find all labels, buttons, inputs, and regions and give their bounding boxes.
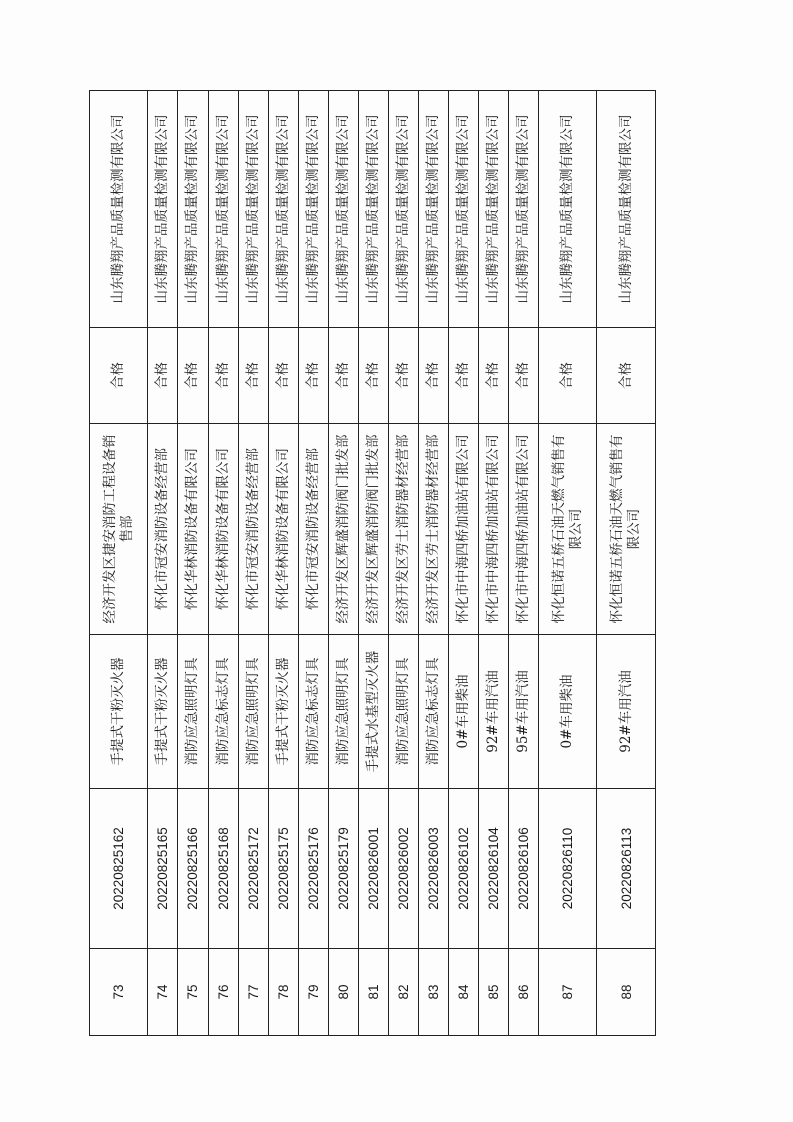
sampled-unit: 怀化市中海四桥加油站有限公司 [508, 424, 538, 635]
testing-lab: 山东腾翔产品质量检测有限公司 [90, 91, 148, 328]
row-number: 85 [478, 949, 508, 1036]
sampled-unit: 怀化恒诺五桥石油天燃气销售有限公司 [539, 424, 597, 635]
sampled-unit: 怀化市冠安消防设备经营部 [238, 424, 268, 635]
row-number: 74 [148, 949, 178, 1036]
table-row [268, 91, 298, 1036]
row-number: 75 [178, 949, 208, 1036]
product-name: 手提式水基型灭火器 [358, 635, 388, 789]
sample-id: 20220826003 [418, 789, 448, 949]
sample-id: 20220826002 [388, 789, 418, 949]
sampled-unit: 经济开发区辉盛消防阀门批发部 [328, 424, 358, 635]
product-name: 手提式干粉灭火器 [268, 635, 298, 789]
row-number: 87 [539, 949, 597, 1036]
table-row [448, 91, 478, 1036]
testing-lab: 山东腾翔产品质量检测有限公司 [148, 91, 178, 328]
inspection-result: 合格 [448, 328, 478, 424]
sample-id: 20220825166 [178, 789, 208, 949]
sampled-unit: 怀化华林消防设备有限公司 [208, 424, 238, 635]
table-row [208, 91, 238, 1036]
product-name: 92#车用汽油 [597, 635, 656, 789]
product-name: 消防应急照明灯具 [178, 635, 208, 789]
inspection-result: 合格 [148, 328, 178, 424]
inspection-result: 合格 [298, 328, 328, 424]
testing-lab: 山东腾翔产品质量检测有限公司 [268, 91, 298, 328]
row-number: 76 [208, 949, 238, 1036]
row-number: 86 [508, 949, 538, 1036]
inspection-result: 合格 [597, 328, 656, 424]
testing-lab: 山东腾翔产品质量检测有限公司 [418, 91, 448, 328]
row-number: 88 [597, 949, 656, 1036]
product-name: 消防应急照明灯具 [238, 635, 268, 789]
testing-lab: 山东腾翔产品质量检测有限公司 [478, 91, 508, 328]
testing-lab: 山东腾翔产品质量检测有限公司 [388, 91, 418, 328]
product-name: 消防应急照明灯具 [328, 635, 358, 789]
product-name: 手提式干粉灭火器 [90, 635, 148, 789]
sample-id: 20220826110 [539, 789, 597, 949]
inspection-result: 合格 [90, 328, 148, 424]
sampled-unit: 怀化市冠安消防设备经营部 [148, 424, 178, 635]
inspection-result: 合格 [268, 328, 298, 424]
testing-lab: 山东腾翔产品质量检测有限公司 [539, 91, 597, 328]
product-name: 消防应急标志灯具 [208, 635, 238, 789]
table-body [90, 91, 656, 1036]
testing-lab: 山东腾翔产品质量检测有限公司 [448, 91, 478, 328]
table-row [539, 91, 597, 1036]
testing-lab: 山东腾翔产品质量检测有限公司 [328, 91, 358, 328]
table-row [90, 91, 148, 1036]
inspection-result: 合格 [208, 328, 238, 424]
sampled-unit: 经济开发区捷安消防工程设备销售部 [90, 424, 148, 635]
sampled-unit: 怀化市中海四桥加油站有限公司 [448, 424, 478, 635]
row-number: 73 [90, 949, 148, 1036]
sample-id: 20220826104 [478, 789, 508, 949]
product-name: 消防应急标志灯具 [418, 635, 448, 789]
row-number: 82 [388, 949, 418, 1036]
sample-id: 20220825165 [148, 789, 178, 949]
inspection-result: 合格 [358, 328, 388, 424]
table-row [328, 91, 358, 1036]
testing-lab: 山东腾翔产品质量检测有限公司 [178, 91, 208, 328]
rotated-table-sheet [89, 91, 656, 1036]
row-number: 78 [268, 949, 298, 1036]
inspection-result: 合格 [388, 328, 418, 424]
sample-id: 20220826102 [448, 789, 478, 949]
sample-id: 20220826113 [597, 789, 656, 949]
product-name: 消防应急标志灯具 [298, 635, 328, 789]
inspection-result: 合格 [238, 328, 268, 424]
inspection-result: 合格 [508, 328, 538, 424]
table-row [478, 91, 508, 1036]
sample-id: 20220825172 [238, 789, 268, 949]
inspection-result: 合格 [478, 328, 508, 424]
inspection-result: 合格 [418, 328, 448, 424]
sample-id: 20220825175 [268, 789, 298, 949]
sample-id: 20220825162 [90, 789, 148, 949]
testing-lab: 山东腾翔产品质量检测有限公司 [358, 91, 388, 328]
row-number: 77 [238, 949, 268, 1036]
sampled-unit: 怀化市中海四桥加油站有限公司 [478, 424, 508, 635]
product-name: 92#车用汽油 [478, 635, 508, 789]
sampled-unit: 经济开发区辉盛消防阀门批发部 [358, 424, 388, 635]
sampled-unit: 怀化市冠安消防设备经营部 [298, 424, 328, 635]
sample-id: 20220825176 [298, 789, 328, 949]
product-name: 0#车用柴油 [539, 635, 597, 789]
sample-id: 20220826001 [358, 789, 388, 949]
sample-id: 20220826106 [508, 789, 538, 949]
sampled-unit: 经济开发区劳士消防器材经营部 [418, 424, 448, 635]
row-number: 80 [328, 949, 358, 1036]
table-row [238, 91, 268, 1036]
table-row [148, 91, 178, 1036]
sample-id: 20220825168 [208, 789, 238, 949]
row-number: 84 [448, 949, 478, 1036]
product-name: 95#车用汽油 [508, 635, 538, 789]
sample-id: 20220825179 [328, 789, 358, 949]
sampled-unit: 经济开发区劳士消防器材经营部 [388, 424, 418, 635]
sampled-unit: 怀化华林消防设备有限公司 [178, 424, 208, 635]
inspection-results-table [89, 90, 656, 1036]
testing-lab: 山东腾翔产品质量检测有限公司 [597, 91, 656, 328]
product-name: 0#车用柴油 [448, 635, 478, 789]
product-name: 消防应急照明灯具 [388, 635, 418, 789]
table-row [597, 91, 656, 1036]
table-row [388, 91, 418, 1036]
row-number: 81 [358, 949, 388, 1036]
testing-lab: 山东腾翔产品质量检测有限公司 [238, 91, 268, 328]
table-row [298, 91, 328, 1036]
inspection-result: 合格 [178, 328, 208, 424]
table-row [178, 91, 208, 1036]
product-name: 手提式干粉灭火器 [148, 635, 178, 789]
row-number: 79 [298, 949, 328, 1036]
sampled-unit: 怀化恒诺五桥石油天燃气销售有限公司 [597, 424, 656, 635]
table-row [418, 91, 448, 1036]
sampled-unit: 怀化华林消防设备有限公司 [268, 424, 298, 635]
testing-lab: 山东腾翔产品质量检测有限公司 [508, 91, 538, 328]
inspection-result: 合格 [539, 328, 597, 424]
table-row [508, 91, 538, 1036]
testing-lab: 山东腾翔产品质量检测有限公司 [298, 91, 328, 328]
table-row [358, 91, 388, 1036]
inspection-result: 合格 [328, 328, 358, 424]
testing-lab: 山东腾翔产品质量检测有限公司 [208, 91, 238, 328]
row-number: 83 [418, 949, 448, 1036]
